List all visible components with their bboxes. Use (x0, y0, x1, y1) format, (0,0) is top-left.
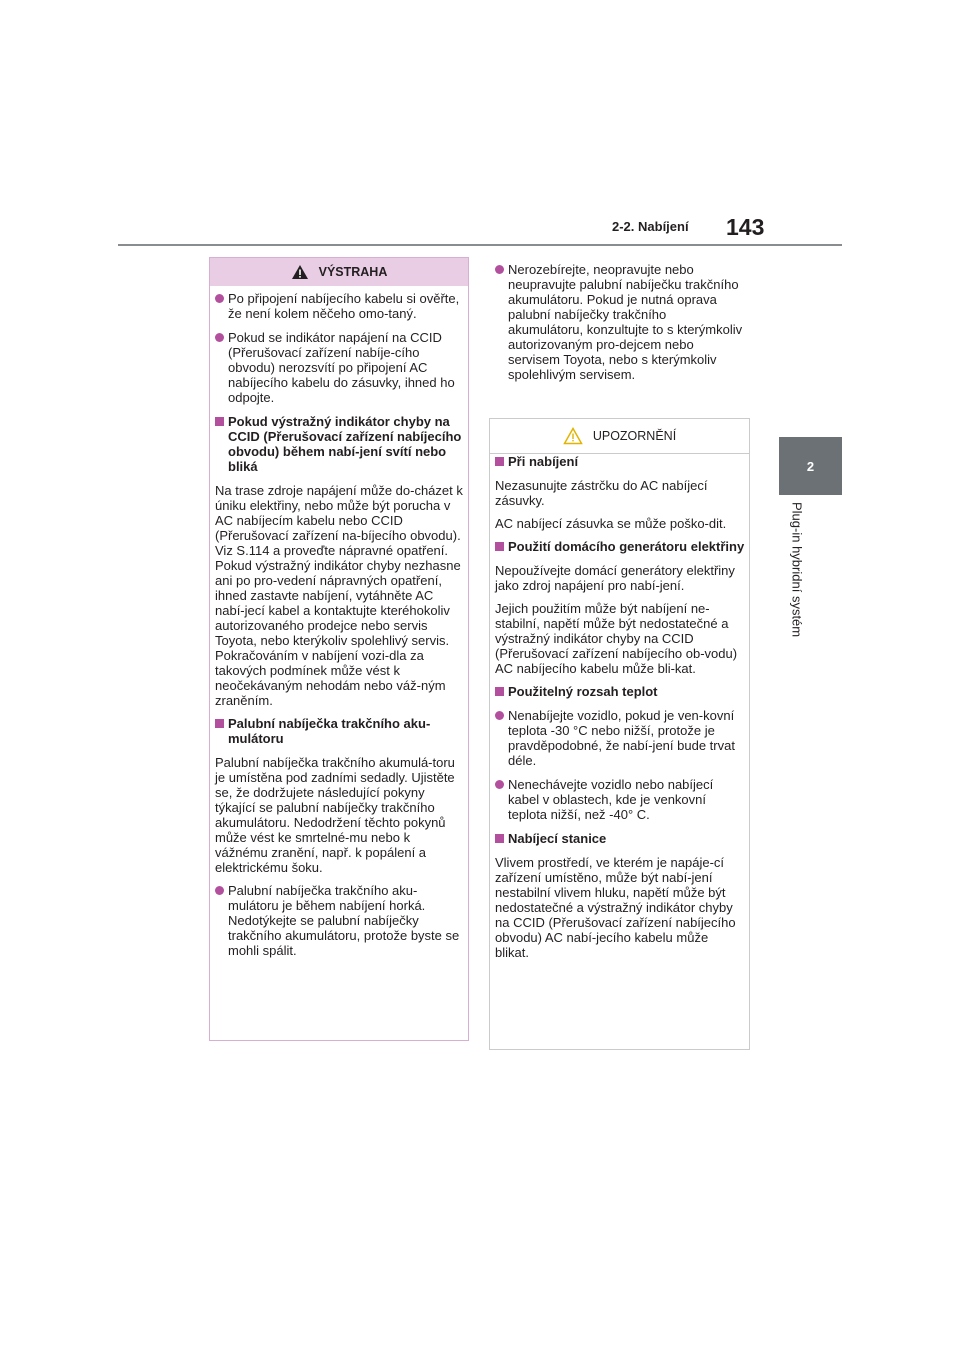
notice-content (495, 454, 745, 968)
notice-paragraph: Vlivem prostředí, ve kterém je napáje-cí zařízení umístěno, může být nabí-jení nestabilní vlivem hluku, napětí může být nedostatečné a výstražný indikátor chyby na CCID (Přerušovací zařízení nabíjecího obvodu) AC nabí-jecího kabelu může blikat. (495, 855, 736, 960)
chapter-label: Plug-in hybridní systém (789, 502, 805, 638)
notice-subheading: Nabíjecí stanice (495, 831, 745, 846)
warning-paragraph: Na trase zdroje napájení může do-cházet k úniku elektřiny, nebo může být porucha v AC nabíjecím kabelu nebo CCID (Přerušovací zařízení na-bíjecího obvodu). Viz S.114 a proveďte nápravné opatření. Pokud výstražný indikátor chyby nezhasne ani po pro-vedení nápravných opatření, ihned zastavte nabíjení, vytáhněte AC nabí-jecí kabel a kontaktujte kteréhokoliv autorizovaného prodejce nebo servis Toyota, nebo kterýkoliv spolehlivý servis. Pokračováním v nabíjení vozi-dla za takových podmínek může vést k neočekávaným nehodám nebo váž-ným zraněním. (215, 483, 463, 708)
notice-subheading: Použitelný rozsah teplot (495, 684, 745, 699)
notice-paragraph: Jejich použitím může být nabíjení ne-stabilní, napětí může být nedostatečné a výstražný indikátor chyby na CCID (Přerušovací zařízení nabíjecího ob-vodu) AC nabíjecího kabelu může bli-kat. (495, 601, 738, 676)
warning-bullet: Po připojení nabíjecího kabelu si ověřte, že není kolem něčeho omo-taný. (215, 291, 463, 321)
warning-content (215, 291, 463, 967)
chapter-tab (779, 437, 842, 495)
warning-title: VÝSTRAHA (318, 265, 388, 279)
warning-subheading: Pokud výstražný indikátor chyby na CCID (Přerušovací zařízení nabíjecího obvodu) během nabí-jení svítí nebo bliká (215, 414, 463, 474)
header-divider (118, 244, 842, 246)
notice-header (490, 419, 749, 454)
notice-bullet: Nenabíjejte vozidlo, pokud je ven-kovní teplota -30 °C nebo nižší, protože je pravděpodobné, že nabí-jení bude trvat déle. (495, 708, 745, 768)
chapter-number: 2 (806, 458, 815, 474)
warning-paragraph: Palubní nabíječka trakčního akumulá-toru je umístěna pod zadními sedadly. Ujistěte se, že dodržujete následující pokyny týkající se palubní nabíječky trakčního akumulátoru. Nedodržení těchto pokynů může vést ke smrtelné-mu nebo k vážnému zranění, např. k popálení a elektrickému šoku. (215, 755, 455, 875)
warning-header (210, 258, 468, 286)
warning-bullet: Palubní nabíječka trakčního aku-mulátoru je během nabíjení horká. Nedotýkejte se palubní nabíječky trakčního akumulátoru, protože byste se mohli spálit. (215, 883, 463, 958)
warning-bullet: Nerozebírejte, neopravujte nebo neupravujte palubní nabíječku trakčního akumulátoru. Pokud je nutná oprava palubní nabíječky trakčního akumulátoru, konzultujte to s kterýmkoliv autorizovaným pro-dejcem nebo servisem Toyota, nebo s kterýmkoliv spolehlivým servisem. (495, 262, 745, 382)
warning-bullet: Pokud se indikátor napájení na CCID (Přerušovací zařízení nabíje-cího obvodu) nerozsvítí po připojení AC nabíjecího kabelu do zásuvky, ihned ho odpojte. (215, 330, 463, 405)
notice-paragraph: AC nabíjecí zásuvka se může poško-dit. (495, 516, 727, 531)
warning-icon (291, 264, 309, 280)
warning-subheading: Palubní nabíječka trakčního aku-mulátoru (215, 716, 463, 746)
page-number: 143 (726, 214, 765, 240)
section-title: 2-2. Nabíjení (612, 219, 689, 234)
notice-subheading: Použití domácího generátoru elektřiny (495, 539, 745, 554)
notice-bullet: Nenechávejte vozidlo nebo nabíjecí kabel v oblastech, kde je venkovní teplota nižší, než -40° C. (495, 777, 745, 822)
notice-subheading: Při nabíjení (495, 454, 745, 469)
notice-title: UPOZORNĚNÍ (592, 429, 677, 443)
notice-paragraph: Nezasunujte zástrčku do AC nabíjecí zásuvky. (495, 478, 708, 508)
notice-paragraph: Nepoužívejte domácí generátory elektřiny jako zdroj napájení pro nabí-jení. (495, 563, 735, 593)
caution-icon (563, 427, 583, 445)
warning-continuation (495, 262, 745, 391)
chapter-label-wrap (786, 502, 808, 682)
